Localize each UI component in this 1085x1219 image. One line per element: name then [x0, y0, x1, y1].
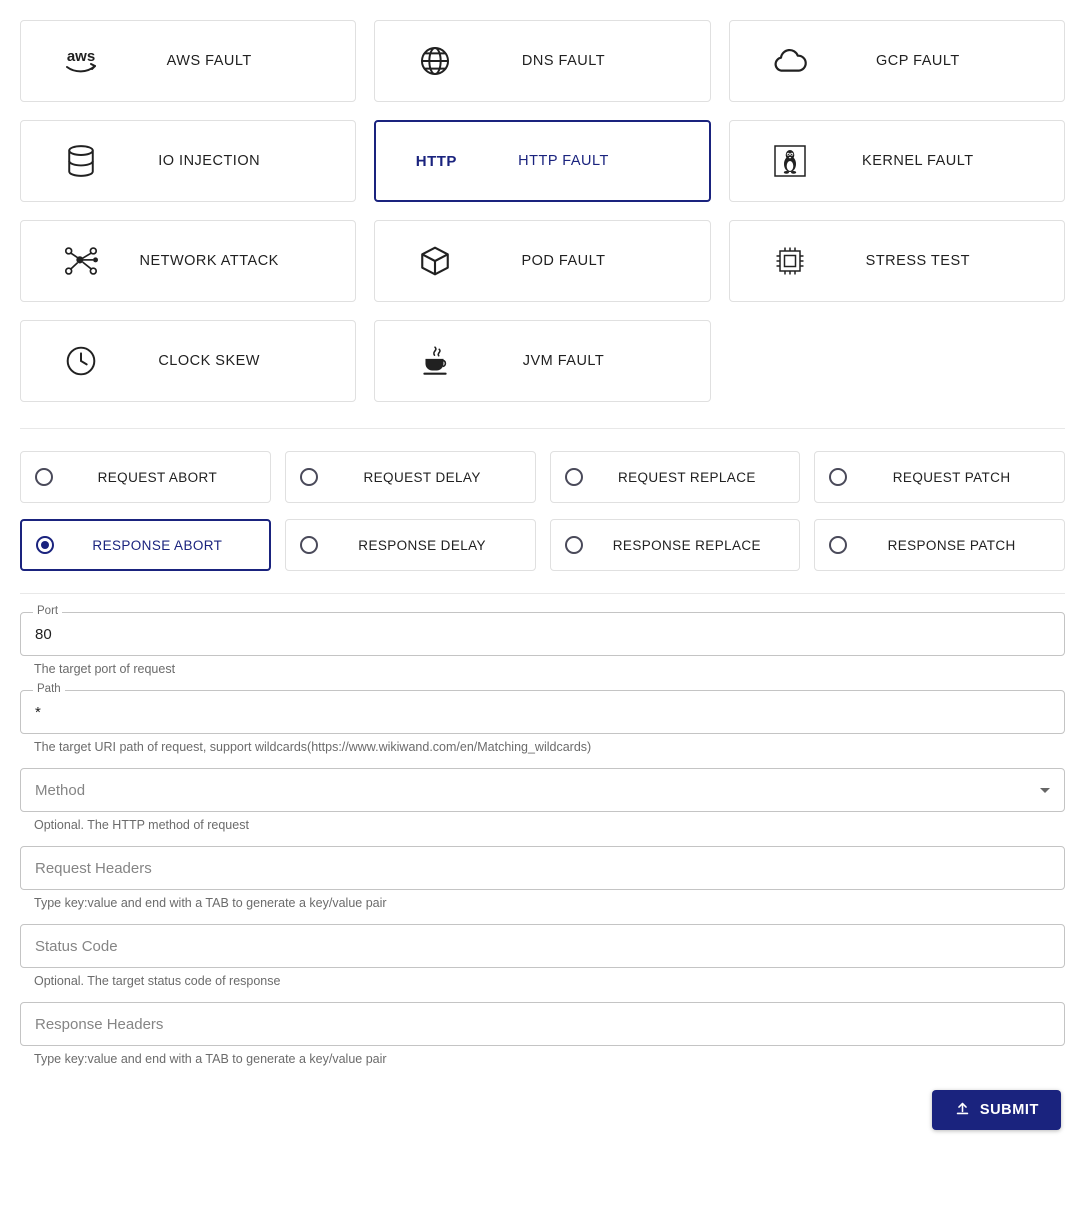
fault-type-grid [20, 20, 1065, 402]
action-request-replace[interactable] [550, 451, 801, 503]
fault-card-network-attack[interactable] [20, 220, 356, 302]
radio-icon [829, 468, 847, 486]
cpu-chip-icon [758, 244, 822, 278]
submit-button-label: SUBMIT [979, 1102, 1039, 1118]
fault-card-http-fault[interactable] [374, 120, 710, 202]
method-field-group [20, 768, 1065, 812]
action-label: RESPONSE REPLACE [612, 537, 761, 553]
fault-card-label: POD FAULT [521, 253, 606, 269]
fault-card-aws-fault[interactable] [20, 20, 356, 102]
fault-card-io-injection[interactable] [20, 120, 356, 202]
fault-card-label: STRESS TEST [865, 253, 970, 269]
fault-card-label: JVM FAULT [522, 353, 605, 369]
action-label: REQUEST PATCH [892, 469, 1011, 485]
response-headers-placeholder: Response Headers [35, 1015, 164, 1033]
clock-icon [49, 344, 113, 378]
aws-icon [49, 48, 113, 74]
path-helper-text: The target URI path of request, support wildcards(https://www.wikiwand.com/en/Matching_wildcards) [34, 740, 592, 754]
method-select[interactable] [20, 768, 1065, 812]
action-request-abort[interactable] [20, 451, 271, 503]
database-icon [49, 144, 113, 178]
action-request-delay[interactable] [285, 451, 536, 503]
request-headers-helper-text: Type key:value and end with a TAB to generate a key/value pair [34, 896, 387, 910]
status-code-helper-text: Optional. The target status code of response [34, 974, 281, 988]
action-label: RESPONSE DELAY [358, 537, 486, 553]
fault-card-label: GCP FAULT [875, 53, 960, 69]
path-value: * [35, 703, 41, 721]
action-response-patch[interactable] [814, 519, 1065, 571]
divider-faults [20, 428, 1065, 429]
path-label: Path [33, 683, 65, 695]
status-code-placeholder: Status Code [35, 937, 118, 955]
port-value: 80 [35, 625, 52, 643]
response-headers-input[interactable] [20, 1002, 1065, 1046]
action-response-replace[interactable] [550, 519, 801, 571]
method-placeholder: Method [35, 781, 86, 799]
radio-icon [565, 468, 583, 486]
fault-card-clock-skew[interactable] [20, 320, 356, 402]
action-label: REQUEST REPLACE [617, 469, 756, 485]
fault-card-label: IO INJECTION [158, 153, 261, 169]
response-headers-field-group [20, 1002, 1065, 1046]
action-grid [20, 451, 1065, 571]
submit-row [20, 1090, 1065, 1130]
action-label: REQUEST DELAY [363, 469, 481, 485]
fault-card-label: DNS FAULT [521, 53, 606, 69]
port-label: Port [33, 605, 62, 617]
cube-icon [403, 244, 467, 278]
radio-icon [565, 536, 583, 554]
svg-text:aws: aws [66, 48, 96, 65]
fault-card-stress-test[interactable] [729, 220, 1065, 302]
globe-icon [403, 44, 467, 78]
submit-button[interactable] [932, 1090, 1061, 1130]
port-helper-text: The target port of request [34, 662, 176, 676]
action-request-patch[interactable] [814, 451, 1065, 503]
port-field-group [20, 605, 1065, 656]
action-response-abort[interactable] [20, 519, 271, 571]
linux-penguin-icon [758, 144, 822, 178]
fault-card-label: AWS FAULT [166, 53, 252, 69]
fault-card-label: CLOCK SKEW [158, 353, 260, 369]
java-coffee-icon [403, 343, 467, 379]
request-headers-field-group [20, 846, 1065, 890]
response-headers-helper-text: Type key:value and end with a TAB to generate a key/value pair [34, 1052, 387, 1066]
status-code-input[interactable] [20, 924, 1065, 968]
fault-card-gcp-fault[interactable] [729, 20, 1065, 102]
status-code-field-group [20, 924, 1065, 968]
fault-card-label: NETWORK ATTACK [139, 253, 279, 269]
action-label: RESPONSE ABORT [92, 537, 223, 553]
network-nodes-icon [49, 244, 113, 278]
radio-icon [35, 468, 53, 486]
request-headers-input[interactable] [20, 846, 1065, 890]
action-label: REQUEST ABORT [97, 469, 218, 485]
cloud-icon [758, 47, 822, 75]
fault-card-jvm-fault[interactable] [374, 320, 710, 402]
port-input[interactable] [20, 605, 1065, 656]
fault-card-pod-fault[interactable] [374, 220, 710, 302]
action-response-delay[interactable] [285, 519, 536, 571]
chevron-down-icon[interactable] [1040, 788, 1050, 793]
path-input[interactable] [20, 683, 1065, 734]
fault-card-label: HTTP FAULT [518, 153, 609, 169]
action-label: RESPONSE PATCH [887, 537, 1016, 553]
fault-card-label: KERNEL FAULT [862, 153, 974, 169]
request-headers-placeholder: Request Headers [35, 859, 152, 877]
method-helper-text: Optional. The HTTP method of request [34, 818, 249, 832]
http-icon: HTTP [415, 152, 457, 170]
radio-icon [300, 468, 318, 486]
fault-card-dns-fault[interactable] [374, 20, 710, 102]
radio-icon [36, 536, 54, 554]
path-field-group [20, 683, 1065, 734]
radio-icon [829, 536, 847, 554]
upload-icon [954, 1100, 971, 1121]
fault-card-kernel-fault[interactable] [729, 120, 1065, 202]
radio-icon [300, 536, 318, 554]
divider-actions [20, 593, 1065, 594]
